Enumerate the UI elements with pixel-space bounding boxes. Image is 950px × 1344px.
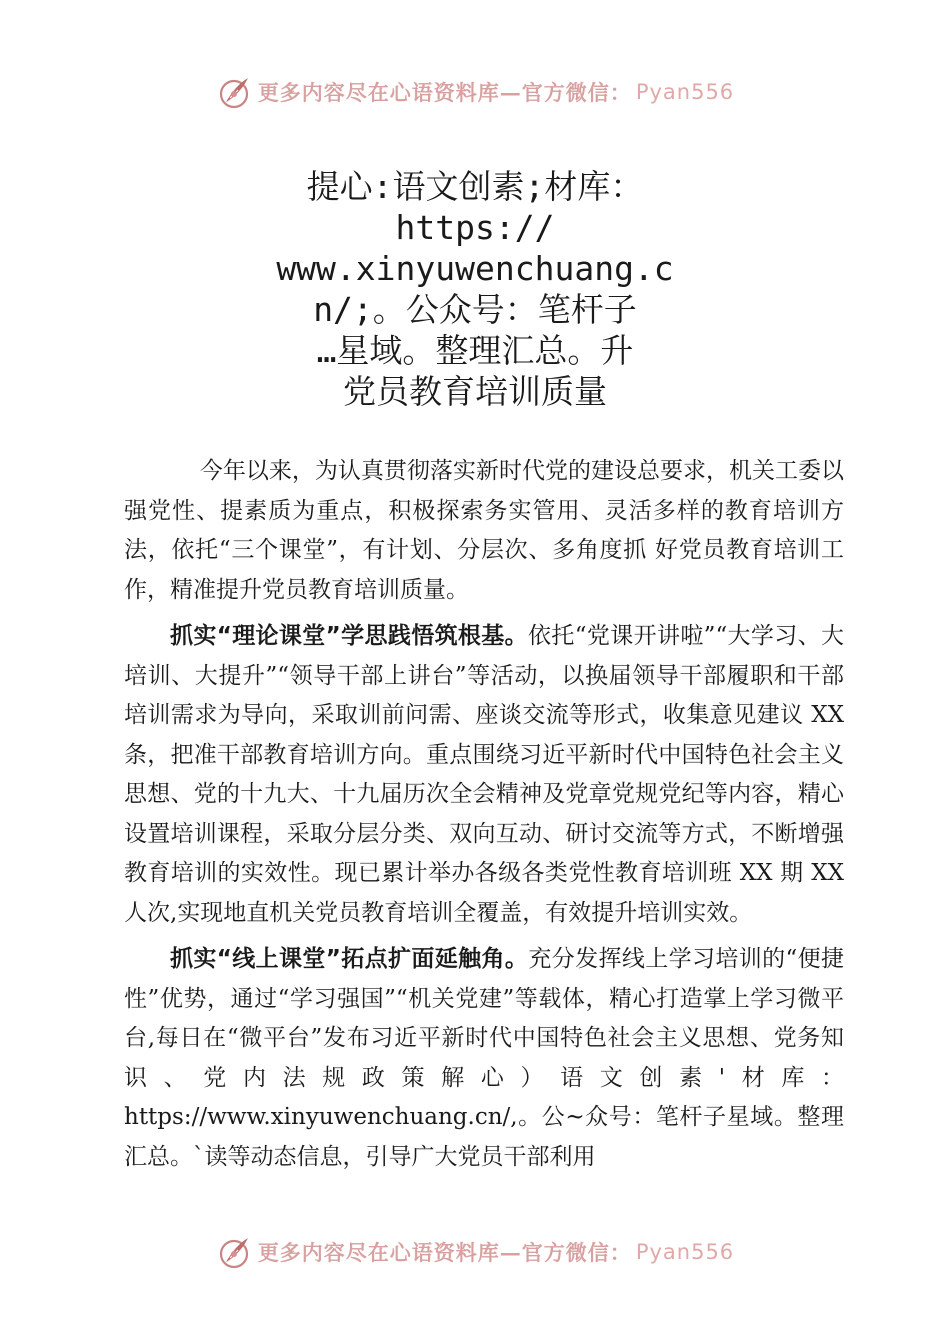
document-body bbox=[124, 452, 844, 1184]
paragraph-heading: 抓实“理论课堂”学思践悟筑根基。 bbox=[170, 623, 529, 649]
watermark-handle: Pyan556 bbox=[635, 80, 735, 104]
title-line: 提心:语文创素;材库： bbox=[306, 167, 644, 206]
paragraph-online-class bbox=[124, 940, 844, 1177]
paragraph-text: 依托“党课开讲啦”“大学习、大培训、大提升”“领导干部上讲台”等活动，以换届领导干部履职和干部培训需求为导向，采取训前问需、座谈交流等形式，收集意见建议 XX 条，把准干部教育培训方向。重点围绕习近平新时代中国特色社会主义思想、党的十九大、十九届历次全会精神及党章党规党纪等内容，精心设置培训课程，采取分层分类、双向互动、研讨交流等方式，不断增强教育培训的实效性。现已累计举办各级各类党性教育培训班 XX 期 XX 人次,实现地直机关党员教育培训全覆盖，有效提升培训实效。 bbox=[124, 623, 845, 926]
footer-watermark bbox=[0, 1232, 950, 1272]
watermark-text: 更多内容尽在心语资料库—官方微信： bbox=[257, 80, 632, 105]
paragraph-text: 今年以来，为认真贯彻落实新时代党的建设总要求，机关工委以强党性、提素质为重点，积极探索务实管用、灵活多样的教育培训方法，依托“三个课堂”，有计划、分层次、多角度抓 好党员教育培训工作，精准提升党员教育培训质量。 bbox=[124, 458, 844, 603]
quill-logo-icon bbox=[216, 1234, 252, 1270]
quill-logo-icon bbox=[216, 74, 252, 110]
title-line: https:// bbox=[395, 208, 555, 247]
title-line: …星域。整理汇总。升 bbox=[316, 331, 634, 370]
header-watermark bbox=[0, 72, 950, 112]
title-line: 党员教育培训质量 bbox=[343, 372, 607, 411]
watermark-handle: Pyan556 bbox=[635, 1240, 735, 1264]
watermark-text: 更多内容尽在心语资料库—官方微信： bbox=[257, 1240, 632, 1265]
title-line: www.xinyuwenchuang.c bbox=[276, 249, 674, 288]
title-line: n/;。公众号：笔杆子 bbox=[313, 290, 637, 329]
paragraph-intro bbox=[124, 452, 844, 610]
paragraph-text: 充分发挥线上学习培训的“便捷性”优势，通过“学习强国”“机关党建”等载体，精心打造掌上学习微平台,每日在“微平台”发布习近平新时代中国特色社会主义思想、党务知识、党内法规政策解心）语文创素'材库：https://www.xinyuwenchuang.cn/,。公~众号：笔杆子星域。整理汇总。`读等动态信息，引导广大党员干部利用 bbox=[124, 946, 845, 1170]
paragraph-theory-class bbox=[124, 617, 844, 933]
paragraph-heading: 抓实“线上课堂”拓点扩面延触角。 bbox=[170, 946, 529, 972]
document-title bbox=[230, 166, 720, 412]
